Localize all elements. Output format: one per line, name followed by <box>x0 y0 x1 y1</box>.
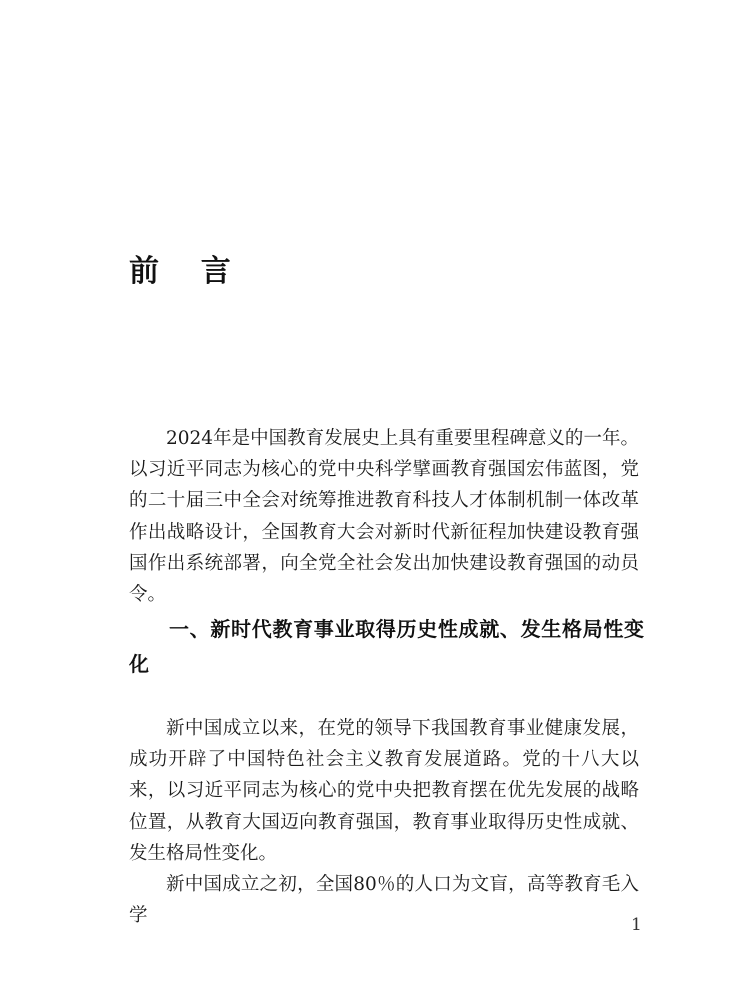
section-heading: 一、新时代教育事业取得历史性成就、发生格局性变化 <box>129 617 644 676</box>
section-paragraph-2: 新中国成立之初，全国80％的人口为文盲，高等教育毛入学 <box>129 874 639 927</box>
intro-paragraph: 2024年是中国教育发展史上具有重要里程碑意义的一年。以习近平同志为核心的党中央科学擘画教育强国宏伟蓝图，党的二十届三中全会对统筹推进教育科技人才体制机制一体改革作出战略设计，全国教育大会对新时代新征程加快建设教育强国作出系统部署，向全党全社会发出加快建设教育强国的动员令。 <box>129 428 639 606</box>
section-paragraph-1: 新中国成立以来，在党的领导下我国教育事业健康发展，成功开辟了中国特色社会主义教育发展道路。党的十八大以来，以习近平同志为核心的党中央把教育摆在优先发展的战略位置，从教育大国迈向教育强国，教育事业取得历史性成就、发生格局性变化。 <box>129 718 639 864</box>
page-number: 1 <box>631 915 642 935</box>
section-body <box>129 713 639 931</box>
intro-text <box>129 423 639 610</box>
chapter-title: 前 言 <box>129 254 231 289</box>
